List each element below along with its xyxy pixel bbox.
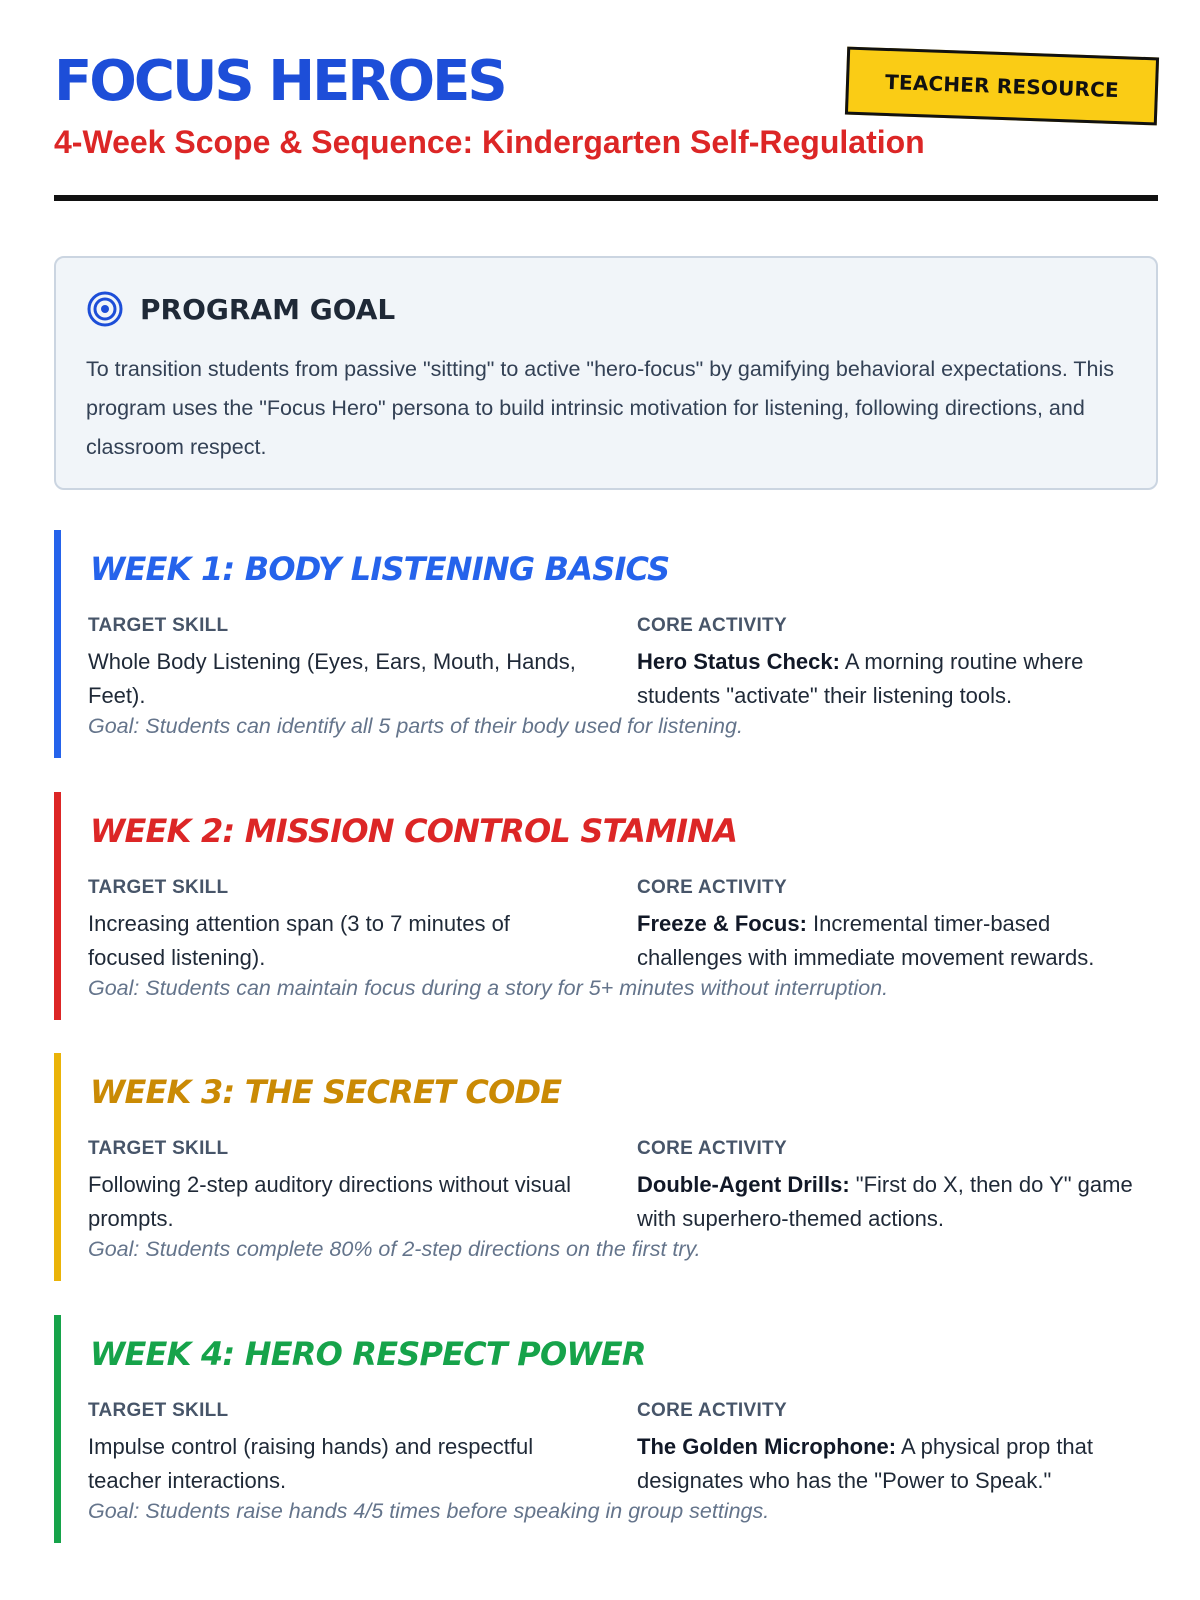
activity-description: Incremental timer-based challenges with immediate movement rewards.: [637, 911, 1095, 970]
target-skill-text: Whole Body Listening (Eyes, Ears, Mouth, Hands, Feet).: [88, 649, 576, 708]
target-skill-text: Increasing attention span (3 to 7 minutes of focused listening).: [88, 911, 510, 970]
activity-name: Double-Agent Drills:: [637, 1172, 850, 1197]
activity-description: A morning routine where students "activate" their listening tools.: [637, 649, 1084, 708]
week-3-section: [54, 1053, 1158, 1281]
target-skill-label: TARGET SKILL: [88, 1400, 229, 1421]
week-4-target-skill: [88, 1401, 588, 1498]
week-4-accent-bar: [54, 1315, 61, 1543]
activity-description: "First do X, then do Y" game with superhero-themed actions.: [637, 1172, 1133, 1231]
week-4-goal: Goal: Students raise hands 4/5 times before speaking in group settings.: [88, 1499, 770, 1523]
week-1-core-activity: [637, 616, 1137, 713]
target-skill-label: TARGET SKILL: [88, 615, 229, 636]
activity-name: Freeze & Focus:: [637, 911, 807, 936]
header-divider: [54, 195, 1158, 201]
week-1-section: [54, 530, 1158, 758]
target-skill-label: TARGET SKILL: [88, 1138, 229, 1159]
week-4-core-activity: [637, 1401, 1137, 1498]
activity-name: The Golden Microphone:: [637, 1434, 897, 1459]
week-3-core-activity: [637, 1139, 1137, 1236]
core-activity-label: CORE ACTIVITY: [637, 1138, 787, 1159]
document-header: [54, 0, 1158, 202]
week-3-title: WEEK 3: THE SECRET CODE: [90, 1073, 562, 1111]
core-activity-text: [637, 645, 1137, 713]
week-1-title: WEEK 1: BODY LISTENING BASICS: [90, 550, 670, 588]
activity-description: A physical prop that designates who has the "Power to Speak.": [637, 1434, 1094, 1493]
target-icon: [86, 290, 124, 328]
program-goal-text: To transition students from passive "sitting" to active "hero-focus" by gamifying behavioral expectations. This program uses the "Focus Hero" persona to build intrinsic motivation for listening, following directions, and classroom respect.: [86, 357, 1114, 459]
core-activity-text: [637, 1430, 1137, 1498]
week-4-section: [54, 1315, 1158, 1543]
core-activity-label: CORE ACTIVITY: [637, 1400, 787, 1421]
week-2-core-activity: [637, 878, 1137, 975]
week-1-target-skill: [88, 616, 588, 713]
week-3-goal: Goal: Students complete 80% of 2-step directions on the first try.: [88, 1237, 701, 1261]
week-2-target-skill: [88, 878, 588, 975]
document-title: FOCUS HEROES: [54, 49, 505, 114]
target-skill-label: TARGET SKILL: [88, 877, 229, 898]
document-subtitle: 4-Week Scope & Sequence: Kindergarten Self-Regulation: [54, 124, 925, 160]
week-2-title: WEEK 2: MISSION CONTROL STAMINA: [90, 812, 738, 850]
target-skill-text: Following 2-step auditory directions without visual prompts.: [88, 1172, 572, 1231]
program-goal-title: PROGRAM GOAL: [140, 292, 396, 326]
week-1-goal: Goal: Students can identify all 5 parts of their body used for listening.: [88, 714, 743, 738]
core-activity-text: [637, 1168, 1137, 1236]
core-activity-label: CORE ACTIVITY: [637, 877, 787, 898]
core-activity-label: CORE ACTIVITY: [637, 615, 787, 636]
teacher-resource-badge: TEACHER RESOURCE: [845, 47, 1159, 126]
week-3-accent-bar: [54, 1053, 61, 1281]
week-1-accent-bar: [54, 530, 61, 758]
week-2-section: [54, 792, 1158, 1020]
week-3-target-skill: [88, 1139, 588, 1236]
program-goal-header: [86, 290, 395, 328]
week-2-goal: Goal: Students can maintain focus during a story for 5+ minutes without interruption.: [88, 976, 889, 1000]
target-skill-text: Impulse control (raising hands) and respectful teacher interactions.: [88, 1434, 534, 1493]
activity-name: Hero Status Check:: [637, 649, 840, 674]
core-activity-text: [637, 907, 1137, 975]
program-goal-box: [54, 256, 1158, 490]
document-page: [54, 0, 1158, 1523]
week-2-accent-bar: [54, 792, 61, 1020]
week-4-title: WEEK 4: HERO RESPECT POWER: [90, 1335, 646, 1373]
